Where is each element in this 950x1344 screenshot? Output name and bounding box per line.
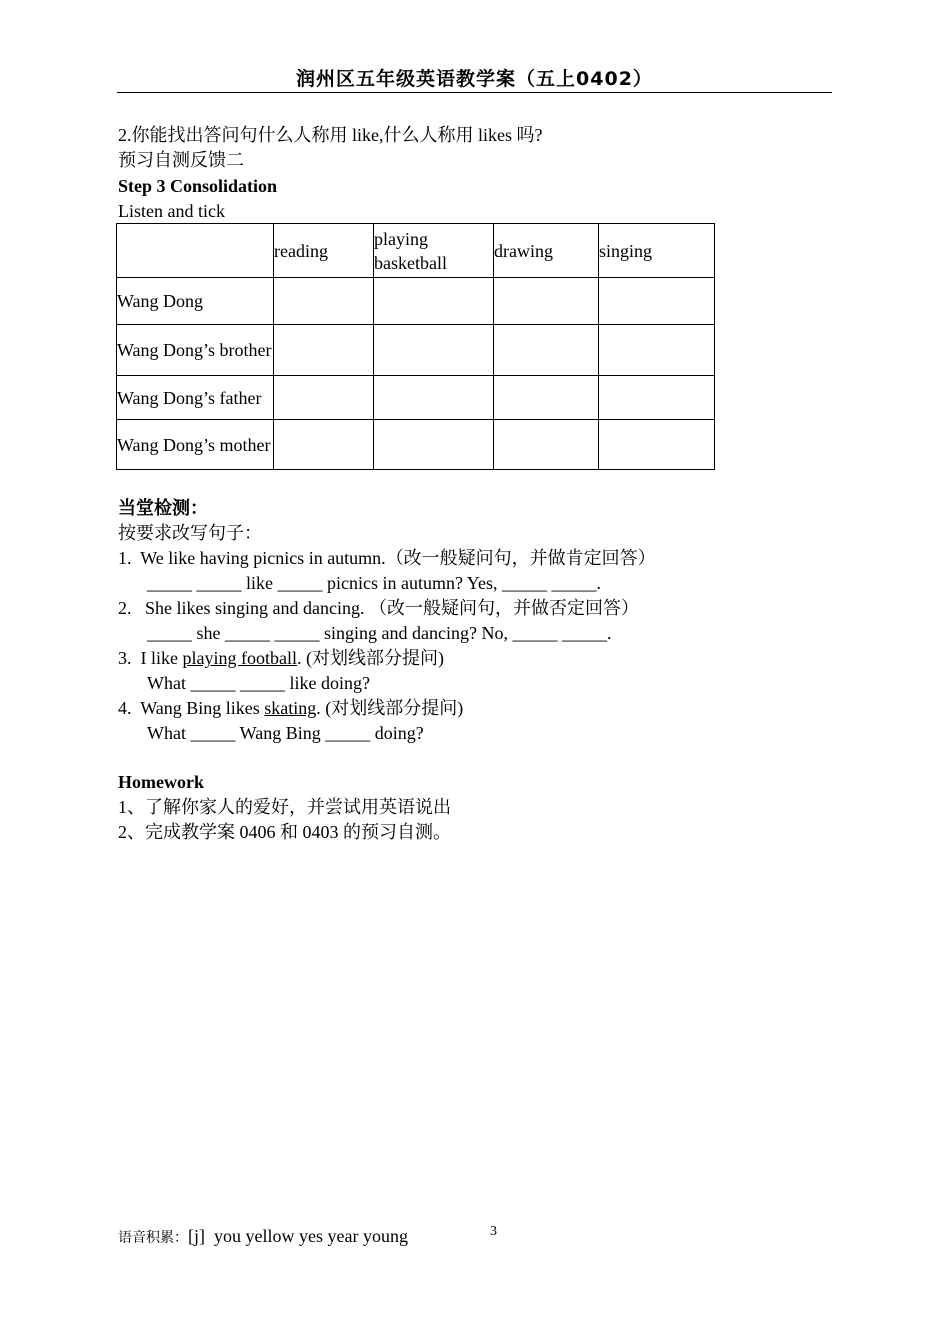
exercise-1 [118, 546, 656, 570]
tick-cell[interactable] [599, 278, 715, 325]
footer-label: 语音积累： [118, 1231, 188, 1246]
tick-cell[interactable] [494, 376, 599, 420]
column-header-reading: reading [274, 224, 374, 278]
exercise-note: (对划线部分提问) [301, 648, 444, 668]
exercise-note: （改一般疑问句，并做肯定回答） [385, 548, 656, 568]
tick-cell[interactable] [599, 325, 715, 376]
column-header-playing-basketball: playing basketball [374, 224, 494, 278]
homework-item-1: 1、了解你家人的爱好，并尝试用英语说出 [118, 797, 451, 817]
tick-cell[interactable] [494, 278, 599, 325]
tick-cell[interactable] [274, 420, 374, 470]
exercise-period: . [296, 648, 302, 668]
table-corner-cell [117, 224, 274, 278]
exercise-2 [118, 596, 639, 620]
step3-title: Step 3 Consolidation [118, 176, 278, 196]
row-label: Wang Dong’s father [117, 376, 274, 420]
exercise-sentence: She likes singing and dancing. [145, 598, 365, 618]
exercise-number: 3. [118, 648, 132, 668]
exercise-1-answer-line[interactable]: _____ _____ like _____ picnics in autumn? Yes, _____ _____. [147, 573, 601, 593]
tick-cell[interactable] [599, 376, 715, 420]
tick-cell[interactable] [274, 376, 374, 420]
row-label: Wang Dong’s brother [117, 325, 274, 376]
exercise-3 [118, 646, 444, 670]
exercise-2-answer-line[interactable]: _____ she _____ _____ singing and dancing? No, _____ _____. [147, 623, 612, 643]
column-header-singing: singing [599, 224, 715, 278]
tick-cell[interactable] [494, 420, 599, 470]
exercise-number: 2. [118, 598, 132, 618]
page-header: 润州区五年级英语教学案（五上0402） [117, 64, 832, 93]
listen-tick-table [116, 223, 715, 470]
tick-cell[interactable] [494, 325, 599, 376]
homework-title: Homework [118, 772, 204, 792]
exercise-number: 1. [118, 548, 132, 568]
tick-cell[interactable] [599, 420, 715, 470]
exercise-4 [118, 696, 463, 720]
phonics-footer [118, 1224, 408, 1251]
check-title: 当堂检测： [118, 498, 208, 518]
intro-question: 2.你能找出答问句什么人称用 like,什么人称用 likes 吗? [118, 125, 543, 145]
check-instruction: 按要求改写句子： [118, 523, 262, 543]
exercise-number: 4. [118, 698, 132, 718]
intro-feedback: 预习自测反馈二 [118, 150, 244, 170]
exercise-period: . [316, 698, 321, 718]
tick-cell[interactable] [274, 325, 374, 376]
exercise-4-answer-line[interactable]: What _____ Wang Bing _____ doing? [147, 723, 424, 743]
exercise-sentence: Wang Bing likes [140, 698, 265, 718]
tick-cell[interactable] [374, 278, 494, 325]
row-label: Wang Dong’s mother [117, 420, 274, 470]
step3-instruction: Listen and tick [118, 201, 225, 221]
homework-item-2: 2、完成教学案 0406 和 0403 的预习自测。 [118, 822, 451, 842]
exercise-3-answer-line[interactable]: What _____ _____ like doing? [147, 673, 370, 693]
column-header-drawing: drawing [494, 224, 599, 278]
tick-cell[interactable] [374, 376, 494, 420]
exercise-sentence: We like having picnics in autumn. [140, 548, 386, 568]
exercise-note: （改一般疑问句，并做否定回答） [364, 598, 639, 618]
exercise-note: (对划线部分提问) [320, 698, 464, 718]
exercise-sentence: I like [140, 648, 183, 668]
tick-cell[interactable] [374, 325, 494, 376]
footer-text: [j] you yellow yes year young [188, 1226, 408, 1246]
underlined-phrase: playing football [182, 648, 297, 668]
tick-cell[interactable] [374, 420, 494, 470]
row-label: Wang Dong [117, 278, 274, 325]
page-number: 3 [490, 1224, 497, 1239]
tick-cell[interactable] [274, 278, 374, 325]
underlined-phrase: skating [264, 698, 317, 718]
